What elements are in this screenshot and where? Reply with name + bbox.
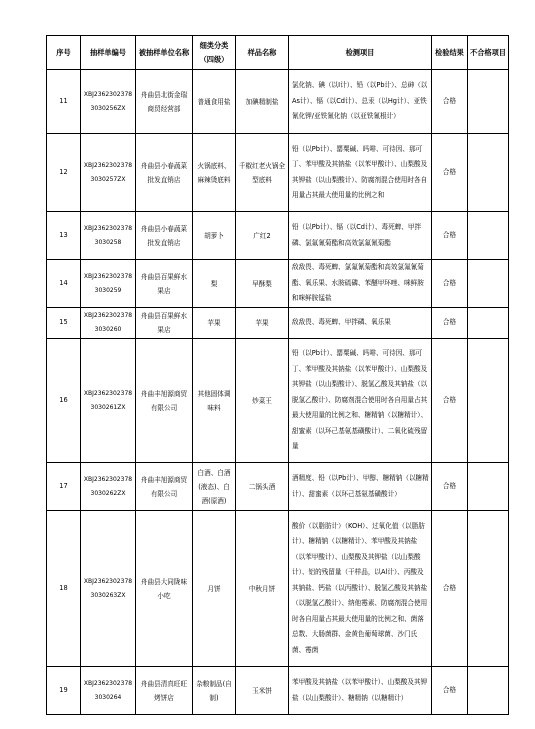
header-result: 检验结果 xyxy=(432,36,468,70)
cell-unit: 舟曲县小春蔬菜批发直销店 xyxy=(136,134,193,212)
header-code: 抽样单编号 xyxy=(81,36,136,70)
table-row xyxy=(47,463,509,511)
cell-fail xyxy=(468,463,509,511)
header-sample: 样品名称 xyxy=(236,36,289,70)
table-row xyxy=(47,260,509,308)
cell-category: 普通食用盐 xyxy=(193,70,236,134)
cell-fail xyxy=(468,667,509,715)
inspection-results-table xyxy=(46,35,509,715)
cell-fail xyxy=(468,212,509,260)
cell-no: 12 xyxy=(47,134,81,212)
cell-no: 15 xyxy=(47,308,81,339)
cell-result: 合格 xyxy=(432,212,468,260)
cell-no: 18 xyxy=(47,511,81,667)
table-row xyxy=(47,308,509,339)
header-row xyxy=(47,36,509,70)
cell-unit: 舟曲县清真旺旺烤饼店 xyxy=(136,667,193,715)
cell-category: 梨 xyxy=(193,260,236,308)
cell-items: 苯甲酸及其钠盐（以苯甲酸计）、山梨酸及其钾盐（以山梨酸计）、糖精钠（以糖精计） xyxy=(289,667,432,715)
cell-unit: 舟曲丰旭源商贸有限公司 xyxy=(136,463,193,511)
cell-result: 合格 xyxy=(432,339,468,463)
cell-category: 杂粮制品(自制) xyxy=(193,667,236,715)
cell-items: 铅（以Pb计）、罂粟碱、吗啡、可待因、那可丁、苯甲酸及其钠盐（以苯甲酸计）、山梨酸及其钾盐（以山梨酸计）、脱氢乙酸及其钠盐（以脱氢乙酸计）、防腐剂混合使用时各自用量占其最大使用量的比例之和、糖精钠（以糖精计）、甜蜜素（以环己基氨基磺酸计）、二氧化硫残留量 xyxy=(289,339,432,463)
cell-result: 合格 xyxy=(432,134,468,212)
cell-fail xyxy=(468,70,509,134)
cell-fail xyxy=(468,308,509,339)
cell-sample: 广红2 xyxy=(236,212,289,260)
cell-code: XBJ23623023783030257ZX xyxy=(81,134,136,212)
cell-result: 合格 xyxy=(432,511,468,667)
cell-unit: 舟曲县百果鲜水果店 xyxy=(136,308,193,339)
cell-items: 铅（以Pb计）、镉（以Cd计）、毒死蜱、甲拌磷、氯氟氰菊酯和高效氯氟氰菊酯 xyxy=(289,212,432,260)
header-fail: 不合格项目 xyxy=(468,36,509,70)
cell-fail xyxy=(468,339,509,463)
cell-result: 合格 xyxy=(432,260,468,308)
header-no: 序号 xyxy=(47,36,81,70)
table-row xyxy=(47,212,509,260)
cell-unit: 舟曲县百果鲜水果店 xyxy=(136,260,193,308)
cell-no: 14 xyxy=(47,260,81,308)
cell-category: 胡萝卜 xyxy=(193,212,236,260)
cell-code: XBJ23623023783030260 xyxy=(81,308,136,339)
table-row xyxy=(47,70,509,134)
table-row xyxy=(47,134,509,212)
cell-fail xyxy=(468,511,509,667)
cell-items: 酸价（以脂肪计）（KOH）、过氧化值（以脂肪计）、糖精钠（以糖精计）、苯甲酸及其钠盐（以苯甲酸计）、山梨酸及其钾盐（以山梨酸计）、铝的残留量（干样品，以Al计）、丙酸及其钠盐、钙盐（以丙酸计）、脱氢乙酸及其钠盐（以脱氢乙酸计）、纳他霉素、防腐剂混合使用时各自用量占其最大使用量的比例之和、菌落总数、大肠菌群、金黄色葡萄球菌、沙门氏菌、霉菌 xyxy=(289,511,432,667)
cell-no: 11 xyxy=(47,70,81,134)
cell-sample: 中秋月饼 xyxy=(236,511,289,667)
cell-result: 合格 xyxy=(432,463,468,511)
table-row xyxy=(47,667,509,715)
cell-items: 铅（以Pb计）、罂粟碱、吗啡、可待因、那可丁、苯甲酸及其钠盐（以苯甲酸计）、山梨酸及其钾盐（以山梨酸计）、防腐剂混合使用时各自用量占其最大使用量的比例之和 xyxy=(289,134,432,212)
cell-category: 苹果 xyxy=(193,308,236,339)
cell-fail xyxy=(468,260,509,308)
cell-code: XBJ23623023783030261ZX xyxy=(81,339,136,463)
cell-no: 17 xyxy=(47,463,81,511)
header-items: 检测项目 xyxy=(289,36,432,70)
cell-category: 白酒、白酒(液态)、白酒(原酒) xyxy=(193,463,236,511)
cell-code: XBJ23623023783030262ZX xyxy=(81,463,136,511)
cell-category: 火锅底料、麻辣烫底料 xyxy=(193,134,236,212)
header-unit: 被抽样单位名称 xyxy=(136,36,193,70)
cell-result: 合格 xyxy=(432,70,468,134)
cell-result: 合格 xyxy=(432,667,468,715)
table-row xyxy=(47,339,509,463)
cell-sample: 苹果 xyxy=(236,308,289,339)
cell-items: 敌敌畏、毒死蜱、甲拌磷、氧乐果 xyxy=(289,308,432,339)
cell-no: 19 xyxy=(47,667,81,715)
cell-no: 16 xyxy=(47,339,81,463)
cell-unit: 舟曲县北街金瑞商贸经营部 xyxy=(136,70,193,134)
cell-category: 其他固体调味料 xyxy=(193,339,236,463)
cell-result: 合格 xyxy=(432,308,468,339)
cell-fail xyxy=(468,134,509,212)
cell-sample: 炒菜王 xyxy=(236,339,289,463)
cell-code: XBJ23623023783030264 xyxy=(81,667,136,715)
cell-sample: 玉米饼 xyxy=(236,667,289,715)
cell-code: XBJ23623023783030263ZX xyxy=(81,511,136,667)
cell-items: 敌敌畏、毒死蜱、氯氟氰菊酯和高效氯氟氰菊酯、氧乐果、水胺硫磷、苯醚甲环唑、咪鲜胺和咪鲜胺锰盐 xyxy=(289,260,432,308)
cell-code: XBJ23623023783030259 xyxy=(81,260,136,308)
cell-code: XBJ23623023783030258 xyxy=(81,212,136,260)
cell-no: 13 xyxy=(47,212,81,260)
cell-sample: 二锅头酒 xyxy=(236,463,289,511)
cell-sample: 加碘精制盐 xyxy=(236,70,289,134)
cell-code: XBJ23623023783030256ZX xyxy=(81,70,136,134)
cell-items: 氯化钠、碘（以I计）、铅（以Pb计）、总砷（以As计）、镉（以Cd计）、总汞（以Hg计）、亚铁氰化钾/亚铁氰化钠（以亚铁氰根计） xyxy=(289,70,432,134)
cell-unit: 舟曲丰旭源商贸有限公司 xyxy=(136,339,193,463)
table-row xyxy=(47,511,509,667)
cell-sample: 早酥梨 xyxy=(236,260,289,308)
cell-sample: 千椒红老火锅全型底料 xyxy=(236,134,289,212)
cell-items: 酒精度、铅（以Pb计）、甲醇、糖精钠（以糖精计）、甜蜜素（以环己基氨基磺酸计） xyxy=(289,463,432,511)
cell-unit: 舟曲县小春蔬菜批发直销店 xyxy=(136,212,193,260)
cell-category: 月饼 xyxy=(193,511,236,667)
header-category: 细类分类（四级） xyxy=(193,36,236,70)
cell-unit: 舟曲县大同陇味小吃 xyxy=(136,511,193,667)
